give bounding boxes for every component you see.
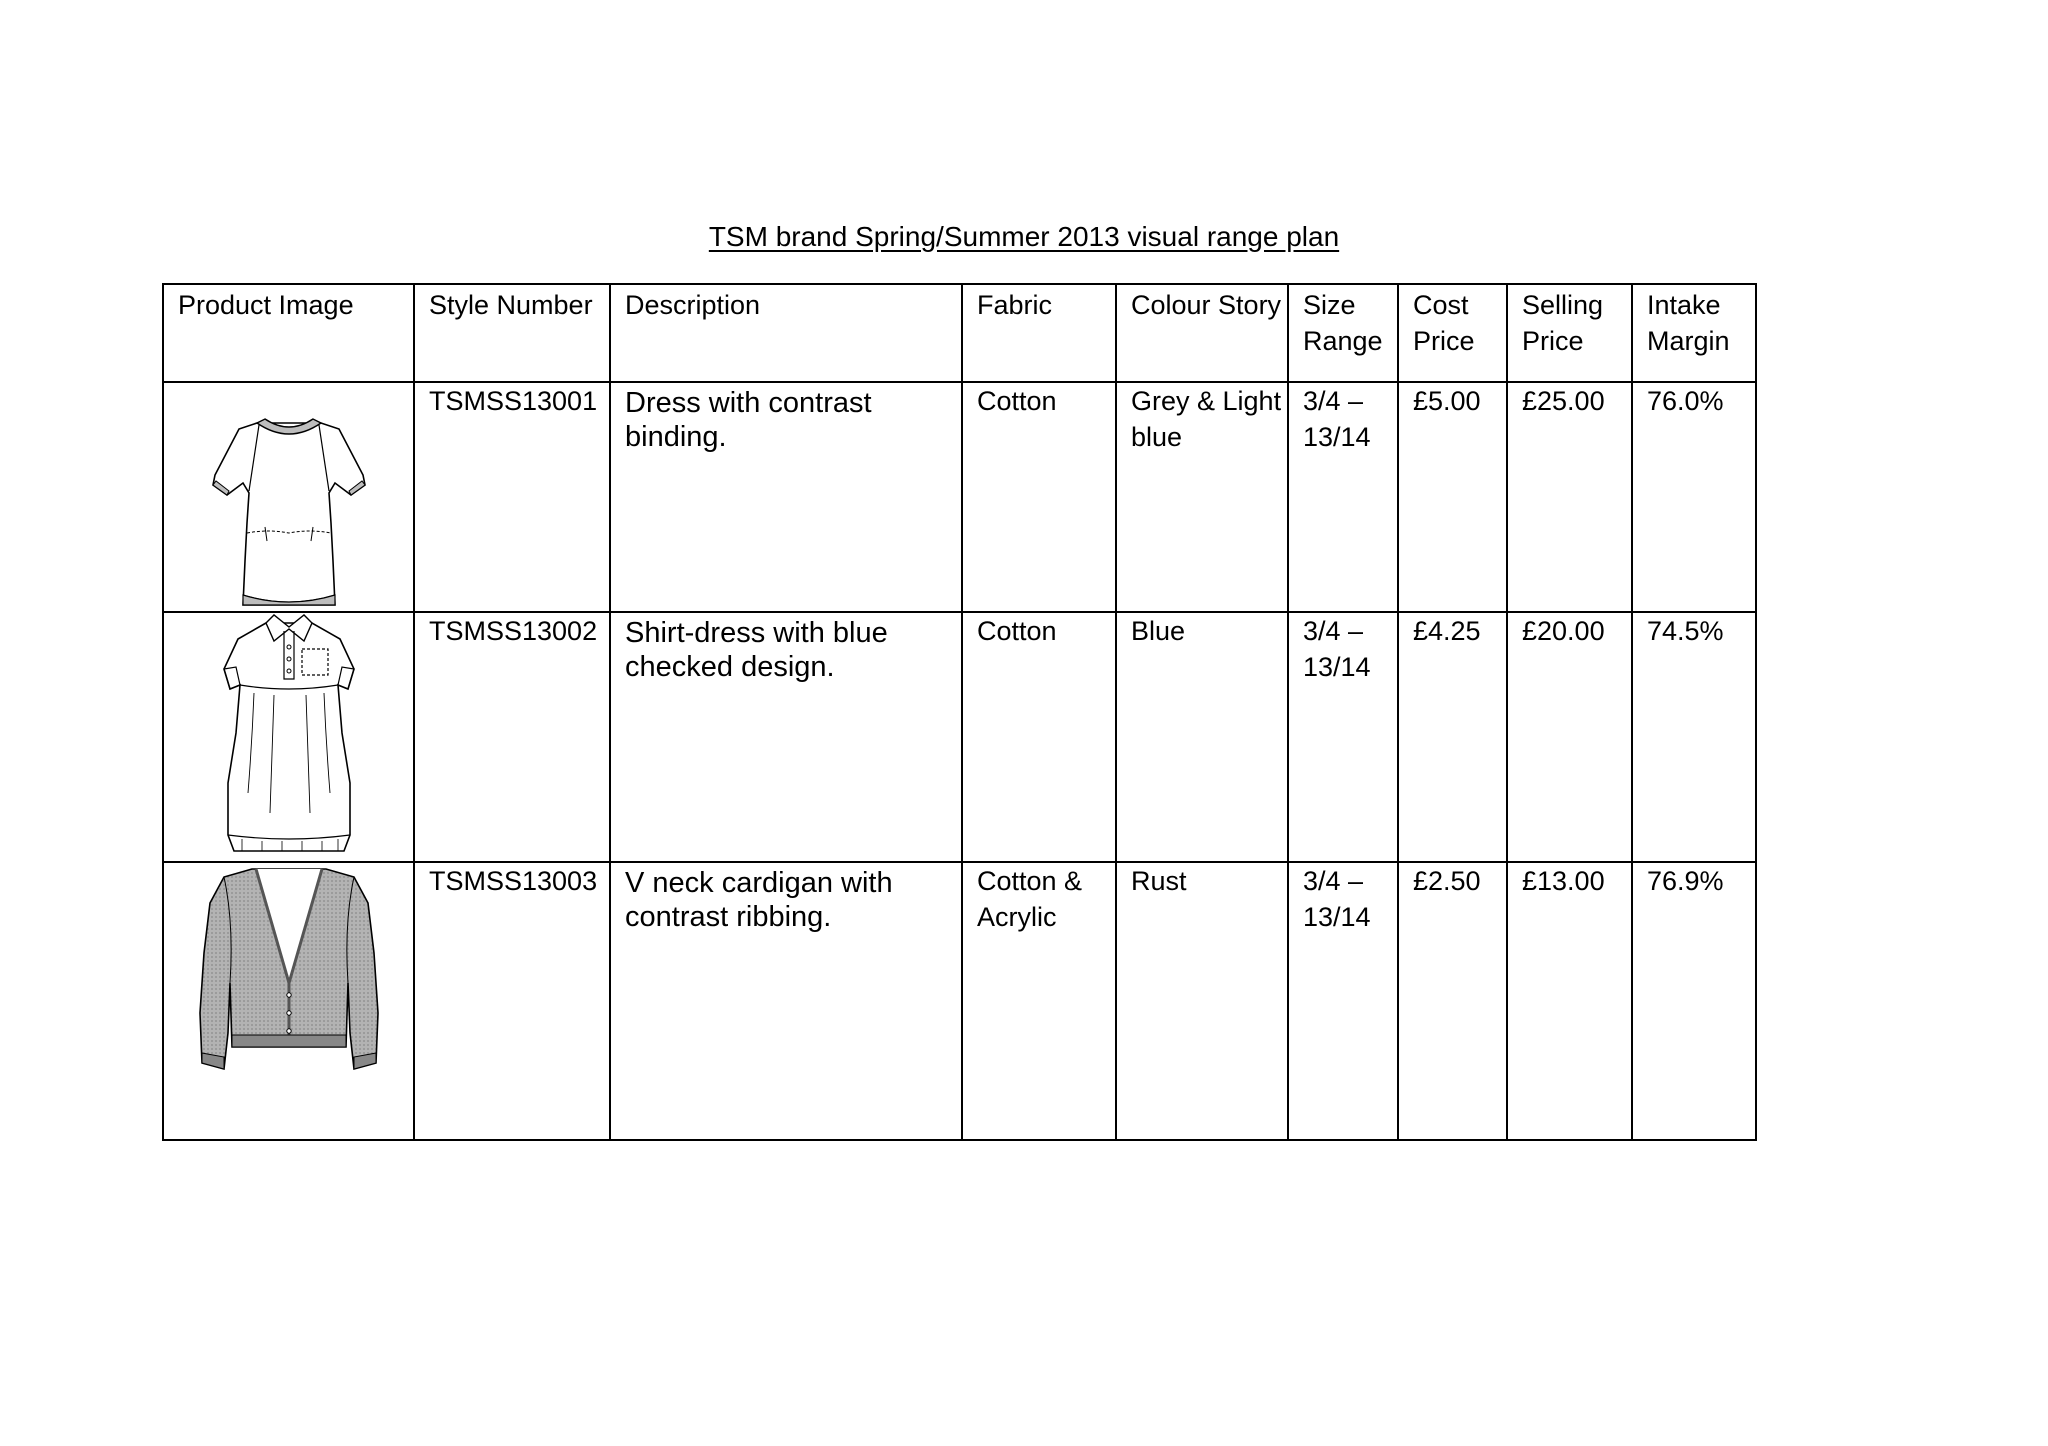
colour-story-cell: Blue bbox=[1116, 612, 1288, 862]
table-row bbox=[163, 612, 1756, 862]
cost-price-cell: £2.50 bbox=[1398, 862, 1507, 1140]
selling-price-cell: £13.00 bbox=[1507, 862, 1632, 1140]
selling-price-cell: £20.00 bbox=[1507, 612, 1632, 862]
table-row bbox=[163, 382, 1756, 612]
page-title: TSM brand Spring/Summer 2013 visual range plan bbox=[708, 221, 1340, 252]
style-number-cell: TSMSS13001 bbox=[414, 382, 610, 612]
product-image-cell bbox=[163, 382, 414, 612]
shirt-dress-icon bbox=[214, 613, 364, 861]
description-cell: V neck cardigan with contrast ribbing. bbox=[610, 862, 962, 1140]
intake-margin-cell: 74.5% bbox=[1632, 612, 1756, 862]
header-fabric: Fabric bbox=[962, 284, 1116, 382]
fabric-cell: Cotton bbox=[962, 612, 1116, 862]
colour-story-cell: Grey & Light blue bbox=[1116, 382, 1288, 612]
header-description: Description bbox=[610, 284, 962, 382]
range-plan-table bbox=[162, 283, 1757, 1141]
size-range-cell: 3/4 – 13/14 bbox=[1288, 862, 1398, 1140]
header-colour-story: Colour Story bbox=[1116, 284, 1288, 382]
description-cell: Shirt-dress with blue checked design. bbox=[610, 612, 962, 862]
intake-margin-cell: 76.0% bbox=[1632, 382, 1756, 612]
style-number-cell: TSMSS13002 bbox=[414, 612, 610, 862]
intake-margin-cell: 76.9% bbox=[1632, 862, 1756, 1140]
cardigan-icon bbox=[194, 863, 384, 1087]
header-intake-margin: Intake Margin bbox=[1632, 284, 1756, 382]
fabric-cell: Cotton & Acrylic bbox=[962, 862, 1116, 1140]
cost-price-cell: £4.25 bbox=[1398, 612, 1507, 862]
selling-price-cell: £25.00 bbox=[1507, 382, 1632, 612]
header-style-number: Style Number bbox=[414, 284, 610, 382]
description-cell: Dress with contrast binding. bbox=[610, 382, 962, 612]
header-product-image: Product Image bbox=[163, 284, 414, 382]
product-image-cell bbox=[163, 612, 414, 862]
raglan-dress-icon bbox=[209, 383, 369, 611]
header-cost-price: Cost Price bbox=[1398, 284, 1507, 382]
table-row bbox=[163, 862, 1756, 1140]
table-header-row bbox=[163, 284, 1756, 382]
header-size-range: Size Range bbox=[1288, 284, 1398, 382]
colour-story-cell: Rust bbox=[1116, 862, 1288, 1140]
style-number-cell: TSMSS13003 bbox=[414, 862, 610, 1140]
size-range-cell: 3/4 – 13/14 bbox=[1288, 382, 1398, 612]
size-range-cell: 3/4 – 13/14 bbox=[1288, 612, 1398, 862]
cost-price-cell: £5.00 bbox=[1398, 382, 1507, 612]
product-image-cell bbox=[163, 862, 414, 1140]
header-selling-price: Selling Price bbox=[1507, 284, 1632, 382]
fabric-cell: Cotton bbox=[962, 382, 1116, 612]
